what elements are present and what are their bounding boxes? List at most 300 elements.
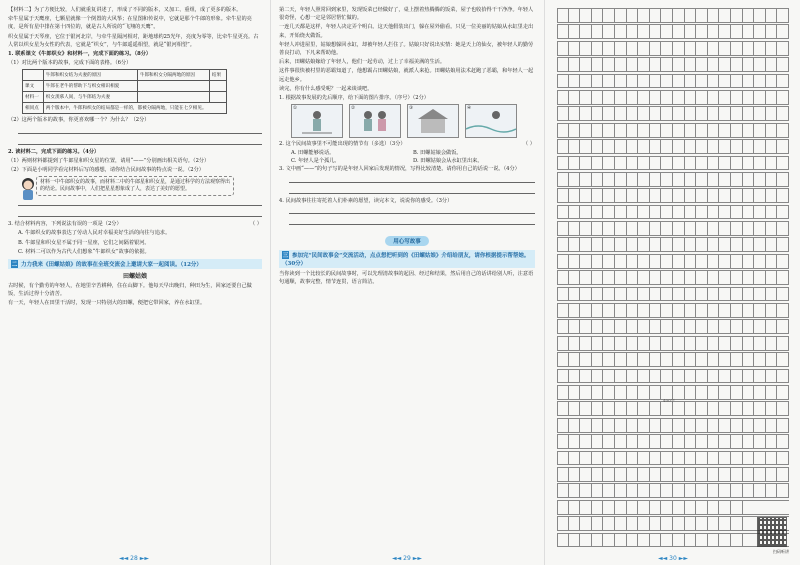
grid-cell[interactable] xyxy=(766,189,778,202)
grid-cell[interactable] xyxy=(696,468,708,481)
grid-cell[interactable] xyxy=(743,238,755,251)
grid-cell[interactable] xyxy=(754,222,766,235)
grid-cell[interactable] xyxy=(603,222,615,235)
grid-cell[interactable] xyxy=(638,484,650,497)
grid-cell[interactable] xyxy=(731,255,743,268)
grid-cell[interactable] xyxy=(580,271,592,284)
grid-cell[interactable] xyxy=(719,288,731,301)
grid-cell[interactable] xyxy=(580,206,592,219)
grid-cell[interactable] xyxy=(592,91,604,104)
grid-cell[interactable] xyxy=(638,206,650,219)
grid-cell[interactable] xyxy=(569,42,581,55)
grid-cell[interactable] xyxy=(777,189,789,202)
grid-cell[interactable] xyxy=(627,238,639,251)
grid-cell[interactable] xyxy=(685,157,697,170)
grid-cell[interactable] xyxy=(650,189,662,202)
grid-cell[interactable] xyxy=(557,353,569,366)
grid-cell[interactable] xyxy=(569,189,581,202)
grid-cell[interactable] xyxy=(719,75,731,88)
grid-cell[interactable] xyxy=(743,419,755,432)
grid-cell[interactable] xyxy=(731,370,743,383)
grid-cell[interactable] xyxy=(627,140,639,153)
grid-cell[interactable] xyxy=(766,353,778,366)
grid-cell[interactable] xyxy=(557,419,569,432)
grid-cell[interactable] xyxy=(592,501,604,514)
grid-cell[interactable] xyxy=(569,288,581,301)
grid-cell[interactable] xyxy=(673,9,685,22)
grid-cell[interactable] xyxy=(557,238,569,251)
grid-cell[interactable] xyxy=(754,452,766,465)
grid-cell[interactable] xyxy=(743,140,755,153)
grid-cell[interactable] xyxy=(719,501,731,514)
grid-cell[interactable] xyxy=(673,337,685,350)
grid-cell[interactable] xyxy=(777,173,789,186)
grid-cell[interactable] xyxy=(731,222,743,235)
grid-cell[interactable] xyxy=(569,9,581,22)
grid-cell[interactable] xyxy=(592,206,604,219)
grid-cell[interactable] xyxy=(638,140,650,153)
grid-cell[interactable] xyxy=(638,501,650,514)
grid-cell[interactable] xyxy=(719,534,731,547)
grid-cell[interactable] xyxy=(685,58,697,71)
grid-cell[interactable] xyxy=(580,517,592,530)
grid-cell[interactable] xyxy=(708,320,720,333)
grid-cell[interactable] xyxy=(592,107,604,120)
grid-cell[interactable] xyxy=(557,402,569,415)
grid-cell[interactable] xyxy=(685,9,697,22)
grid-cell[interactable] xyxy=(557,25,569,38)
grid-cell[interactable] xyxy=(592,402,604,415)
grid-cell[interactable] xyxy=(603,75,615,88)
grid-cell[interactable] xyxy=(580,9,592,22)
grid-cell[interactable] xyxy=(777,337,789,350)
grid-cell[interactable] xyxy=(673,288,685,301)
grid-cell[interactable] xyxy=(685,206,697,219)
grid-cell[interactable] xyxy=(580,288,592,301)
grid-cell[interactable] xyxy=(569,271,581,284)
grid-cell[interactable] xyxy=(592,271,604,284)
grid-cell[interactable] xyxy=(650,140,662,153)
grid-cell[interactable] xyxy=(673,304,685,317)
grid-cell[interactable] xyxy=(638,91,650,104)
grid-cell[interactable] xyxy=(777,320,789,333)
grid-cell[interactable] xyxy=(650,157,662,170)
grid-cell[interactable] xyxy=(557,288,569,301)
grid-cell[interactable] xyxy=(627,222,639,235)
grid-cell[interactable] xyxy=(708,435,720,448)
answer-cell[interactable] xyxy=(209,81,226,92)
grid-cell[interactable] xyxy=(603,484,615,497)
grid-cell[interactable] xyxy=(719,173,731,186)
grid-cell[interactable] xyxy=(719,320,731,333)
grid-cell[interactable] xyxy=(743,255,755,268)
grid-cell[interactable] xyxy=(708,91,720,104)
grid-cell[interactable] xyxy=(708,124,720,137)
grid-cell[interactable] xyxy=(603,255,615,268)
answer-line[interactable] xyxy=(289,217,535,225)
grid-cell[interactable] xyxy=(650,255,662,268)
grid-cell[interactable] xyxy=(661,25,673,38)
grid-cell[interactable] xyxy=(743,288,755,301)
grid-cell[interactable] xyxy=(603,25,615,38)
grid-cell[interactable] xyxy=(685,501,697,514)
grid-cell[interactable] xyxy=(685,337,697,350)
grid-cell[interactable] xyxy=(557,222,569,235)
grid-cell[interactable] xyxy=(696,189,708,202)
grid-cell[interactable] xyxy=(638,370,650,383)
grid-cell[interactable] xyxy=(708,157,720,170)
grid-cell[interactable] xyxy=(766,484,778,497)
grid-cell[interactable] xyxy=(743,75,755,88)
grid-cell[interactable] xyxy=(696,419,708,432)
grid-cell[interactable] xyxy=(719,304,731,317)
grid-cell[interactable] xyxy=(580,157,592,170)
grid-cell[interactable] xyxy=(627,206,639,219)
grid-cell[interactable] xyxy=(731,402,743,415)
grid-cell[interactable] xyxy=(638,288,650,301)
grid-cell[interactable] xyxy=(627,107,639,120)
grid-cell[interactable] xyxy=(661,501,673,514)
grid-cell[interactable] xyxy=(766,25,778,38)
grid-cell[interactable] xyxy=(685,468,697,481)
grid-cell[interactable] xyxy=(731,501,743,514)
grid-cell[interactable] xyxy=(615,517,627,530)
grid-cell[interactable] xyxy=(615,419,627,432)
answer-line[interactable] xyxy=(18,137,262,145)
grid-cell[interactable] xyxy=(731,353,743,366)
grid-cell[interactable] xyxy=(673,222,685,235)
grid-cell[interactable] xyxy=(569,370,581,383)
grid-cell[interactable] xyxy=(719,484,731,497)
grid-cell[interactable] xyxy=(638,75,650,88)
grid-cell[interactable] xyxy=(754,386,766,399)
grid-cell[interactable] xyxy=(673,353,685,366)
grid-cell[interactable] xyxy=(627,42,639,55)
grid-cell[interactable] xyxy=(696,75,708,88)
grid-cell[interactable] xyxy=(580,107,592,120)
grid-cell[interactable] xyxy=(603,9,615,22)
grid-cell[interactable] xyxy=(615,140,627,153)
grid-cell[interactable] xyxy=(661,124,673,137)
grid-cell[interactable] xyxy=(708,468,720,481)
grid-cell[interactable] xyxy=(696,370,708,383)
grid-cell[interactable] xyxy=(754,58,766,71)
grid-cell[interactable] xyxy=(673,189,685,202)
grid-cell[interactable] xyxy=(719,386,731,399)
grid-cell[interactable] xyxy=(580,124,592,137)
grid-cell[interactable] xyxy=(708,419,720,432)
grid-cell[interactable] xyxy=(650,91,662,104)
grid-cell[interactable] xyxy=(766,435,778,448)
grid-cell[interactable] xyxy=(719,435,731,448)
grid-cell[interactable] xyxy=(569,25,581,38)
grid-cell[interactable] xyxy=(603,140,615,153)
grid-cell[interactable] xyxy=(708,140,720,153)
grid-cell[interactable] xyxy=(708,353,720,366)
grid-cell[interactable] xyxy=(650,353,662,366)
answer-paren[interactable]: （ ） xyxy=(249,221,262,228)
grid-cell[interactable] xyxy=(580,91,592,104)
grid-cell[interactable] xyxy=(708,386,720,399)
grid-cell[interactable] xyxy=(592,75,604,88)
grid-cell[interactable] xyxy=(731,517,743,530)
grid-cell[interactable] xyxy=(650,484,662,497)
grid-cell[interactable] xyxy=(696,222,708,235)
grid-cell[interactable] xyxy=(661,370,673,383)
grid-cell[interactable] xyxy=(650,517,662,530)
grid-cell[interactable] xyxy=(708,58,720,71)
grid-cell[interactable] xyxy=(638,337,650,350)
grid-cell[interactable] xyxy=(603,238,615,251)
grid-cell[interactable] xyxy=(615,370,627,383)
grid-cell[interactable] xyxy=(603,419,615,432)
grid-cell[interactable] xyxy=(743,107,755,120)
grid-cell[interactable] xyxy=(673,206,685,219)
grid-cell[interactable] xyxy=(650,386,662,399)
answer-line[interactable] xyxy=(289,175,535,183)
grid-cell[interactable] xyxy=(777,353,789,366)
grid-cell[interactable] xyxy=(696,173,708,186)
grid-cell[interactable] xyxy=(731,189,743,202)
grid-cell[interactable] xyxy=(592,468,604,481)
grid-cell[interactable] xyxy=(569,222,581,235)
grid-cell[interactable] xyxy=(731,124,743,137)
grid-cell[interactable] xyxy=(754,25,766,38)
grid-cell[interactable] xyxy=(708,238,720,251)
grid-cell[interactable] xyxy=(719,206,731,219)
grid-cell[interactable] xyxy=(719,157,731,170)
grid-cell[interactable] xyxy=(754,435,766,448)
grid-cell[interactable] xyxy=(627,419,639,432)
grid-cell[interactable] xyxy=(592,140,604,153)
qr-code-icon[interactable] xyxy=(757,517,787,547)
grid-cell[interactable] xyxy=(603,337,615,350)
grid-cell[interactable] xyxy=(754,206,766,219)
grid-cell[interactable] xyxy=(685,173,697,186)
grid-cell[interactable] xyxy=(708,271,720,284)
grid-cell[interactable] xyxy=(569,173,581,186)
grid-cell[interactable] xyxy=(638,107,650,120)
grid-cell[interactable] xyxy=(754,189,766,202)
grid-cell[interactable] xyxy=(696,353,708,366)
grid-cell[interactable] xyxy=(719,140,731,153)
grid-cell[interactable] xyxy=(615,386,627,399)
answer-line[interactable] xyxy=(18,209,262,217)
grid-cell[interactable] xyxy=(777,9,789,22)
grid-cell[interactable] xyxy=(719,337,731,350)
grid-cell[interactable] xyxy=(661,189,673,202)
grid-cell[interactable] xyxy=(766,91,778,104)
grid-cell[interactable] xyxy=(580,452,592,465)
grid-cell[interactable] xyxy=(731,419,743,432)
grid-cell[interactable] xyxy=(696,271,708,284)
grid-cell[interactable] xyxy=(603,107,615,120)
grid-cell[interactable] xyxy=(754,9,766,22)
grid-cell[interactable] xyxy=(650,370,662,383)
grid-cell[interactable] xyxy=(661,271,673,284)
grid-cell[interactable] xyxy=(661,75,673,88)
grid-cell[interactable] xyxy=(754,304,766,317)
grid-cell[interactable] xyxy=(557,452,569,465)
grid-cell[interactable] xyxy=(557,124,569,137)
grid-cell[interactable] xyxy=(603,435,615,448)
grid-cell[interactable] xyxy=(708,484,720,497)
grid-cell[interactable] xyxy=(766,419,778,432)
grid-cell[interactable] xyxy=(766,140,778,153)
grid-cell[interactable] xyxy=(603,124,615,137)
grid-cell[interactable] xyxy=(638,42,650,55)
grid-cell[interactable] xyxy=(754,402,766,415)
grid-cell[interactable] xyxy=(708,501,720,514)
grid-cell[interactable] xyxy=(650,25,662,38)
grid-cell[interactable] xyxy=(743,206,755,219)
grid-cell[interactable] xyxy=(708,222,720,235)
grid-cell[interactable] xyxy=(766,255,778,268)
grid-cell[interactable] xyxy=(580,42,592,55)
grid-cell[interactable] xyxy=(777,124,789,137)
grid-cell[interactable] xyxy=(650,534,662,547)
grid-cell[interactable] xyxy=(777,222,789,235)
grid-cell[interactable] xyxy=(569,484,581,497)
grid-cell[interactable] xyxy=(766,173,778,186)
grid-cell[interactable] xyxy=(743,25,755,38)
grid-cell[interactable] xyxy=(719,238,731,251)
grid-cell[interactable] xyxy=(719,189,731,202)
grid-cell[interactable] xyxy=(580,304,592,317)
grid-cell[interactable] xyxy=(638,25,650,38)
grid-cell[interactable] xyxy=(685,255,697,268)
grid-cell[interactable] xyxy=(673,370,685,383)
grid-cell[interactable] xyxy=(615,91,627,104)
grid-cell[interactable] xyxy=(661,517,673,530)
grid-cell[interactable] xyxy=(719,42,731,55)
grid-cell[interactable] xyxy=(627,468,639,481)
grid-cell[interactable] xyxy=(777,288,789,301)
grid-cell[interactable] xyxy=(557,255,569,268)
grid-cell[interactable] xyxy=(569,58,581,71)
grid-cell[interactable] xyxy=(569,140,581,153)
grid-cell[interactable] xyxy=(766,157,778,170)
grid-cell[interactable] xyxy=(592,320,604,333)
grid-cell[interactable] xyxy=(627,173,639,186)
grid-cell[interactable] xyxy=(777,75,789,88)
grid-cell[interactable] xyxy=(708,42,720,55)
grid-cell[interactable] xyxy=(569,124,581,137)
grid-cell[interactable] xyxy=(661,107,673,120)
grid-cell[interactable] xyxy=(592,370,604,383)
grid-cell[interactable] xyxy=(650,468,662,481)
grid-cell[interactable] xyxy=(557,58,569,71)
grid-cell[interactable] xyxy=(743,320,755,333)
grid-cell[interactable] xyxy=(673,271,685,284)
grid-cell[interactable] xyxy=(719,402,731,415)
grid-cell[interactable] xyxy=(777,370,789,383)
grid-cell[interactable] xyxy=(650,173,662,186)
grid-cell[interactable] xyxy=(592,386,604,399)
grid-cell[interactable] xyxy=(766,320,778,333)
grid-cell[interactable] xyxy=(615,189,627,202)
grid-cell[interactable] xyxy=(777,386,789,399)
grid-cell[interactable] xyxy=(661,206,673,219)
grid-cell[interactable] xyxy=(685,140,697,153)
grid-cell[interactable] xyxy=(627,304,639,317)
grid-cell[interactable] xyxy=(603,501,615,514)
grid-cell[interactable] xyxy=(603,42,615,55)
grid-cell[interactable] xyxy=(627,25,639,38)
grid-cell[interactable] xyxy=(754,370,766,383)
grid-cell[interactable] xyxy=(685,25,697,38)
answer-paren[interactable]: （ ） xyxy=(522,141,535,148)
grid-cell[interactable] xyxy=(685,222,697,235)
grid-cell[interactable] xyxy=(638,58,650,71)
grid-cell[interactable] xyxy=(569,534,581,547)
grid-cell[interactable] xyxy=(754,75,766,88)
grid-cell[interactable] xyxy=(592,222,604,235)
grid-cell[interactable] xyxy=(661,435,673,448)
grid-cell[interactable] xyxy=(638,419,650,432)
grid-cell[interactable] xyxy=(673,25,685,38)
grid-cell[interactable] xyxy=(615,271,627,284)
grid-cell[interactable] xyxy=(731,238,743,251)
grid-cell[interactable] xyxy=(719,25,731,38)
grid-cell[interactable] xyxy=(615,484,627,497)
grid-cell[interactable] xyxy=(661,386,673,399)
grid-cell[interactable] xyxy=(650,288,662,301)
grid-cell[interactable] xyxy=(615,58,627,71)
grid-cell[interactable] xyxy=(638,386,650,399)
grid-cell[interactable] xyxy=(615,288,627,301)
grid-cell[interactable] xyxy=(557,484,569,497)
grid-cell[interactable] xyxy=(777,107,789,120)
grid-cell[interactable] xyxy=(754,238,766,251)
grid-cell[interactable] xyxy=(766,222,778,235)
grid-cell[interactable] xyxy=(615,468,627,481)
grid-cell[interactable] xyxy=(777,25,789,38)
grid-cell[interactable] xyxy=(557,517,569,530)
grid-cell[interactable] xyxy=(673,517,685,530)
grid-cell[interactable] xyxy=(627,271,639,284)
grid-cell[interactable] xyxy=(592,124,604,137)
grid-cell[interactable] xyxy=(743,91,755,104)
answer-line[interactable] xyxy=(18,198,262,206)
grid-cell[interactable] xyxy=(696,304,708,317)
grid-cell[interactable] xyxy=(661,91,673,104)
grid-cell[interactable] xyxy=(603,534,615,547)
grid-cell[interactable] xyxy=(569,468,581,481)
grid-cell[interactable] xyxy=(580,238,592,251)
grid-cell[interactable] xyxy=(592,255,604,268)
grid-cell[interactable] xyxy=(685,271,697,284)
grid-cell[interactable] xyxy=(696,58,708,71)
grid-cell[interactable] xyxy=(766,124,778,137)
grid-cell[interactable] xyxy=(696,124,708,137)
grid-cell[interactable] xyxy=(569,206,581,219)
grid-cell[interactable] xyxy=(719,370,731,383)
grid-cell[interactable] xyxy=(777,140,789,153)
grid-cell[interactable] xyxy=(766,386,778,399)
answer-line[interactable] xyxy=(289,186,535,194)
grid-cell[interactable] xyxy=(580,386,592,399)
grid-cell[interactable] xyxy=(627,288,639,301)
grid-cell[interactable] xyxy=(731,42,743,55)
grid-cell[interactable] xyxy=(777,484,789,497)
grid-cell[interactable] xyxy=(696,238,708,251)
grid-cell[interactable] xyxy=(673,501,685,514)
grid-cell[interactable] xyxy=(615,320,627,333)
grid-cell[interactable] xyxy=(743,337,755,350)
grid-cell[interactable] xyxy=(731,91,743,104)
grid-cell[interactable] xyxy=(661,468,673,481)
